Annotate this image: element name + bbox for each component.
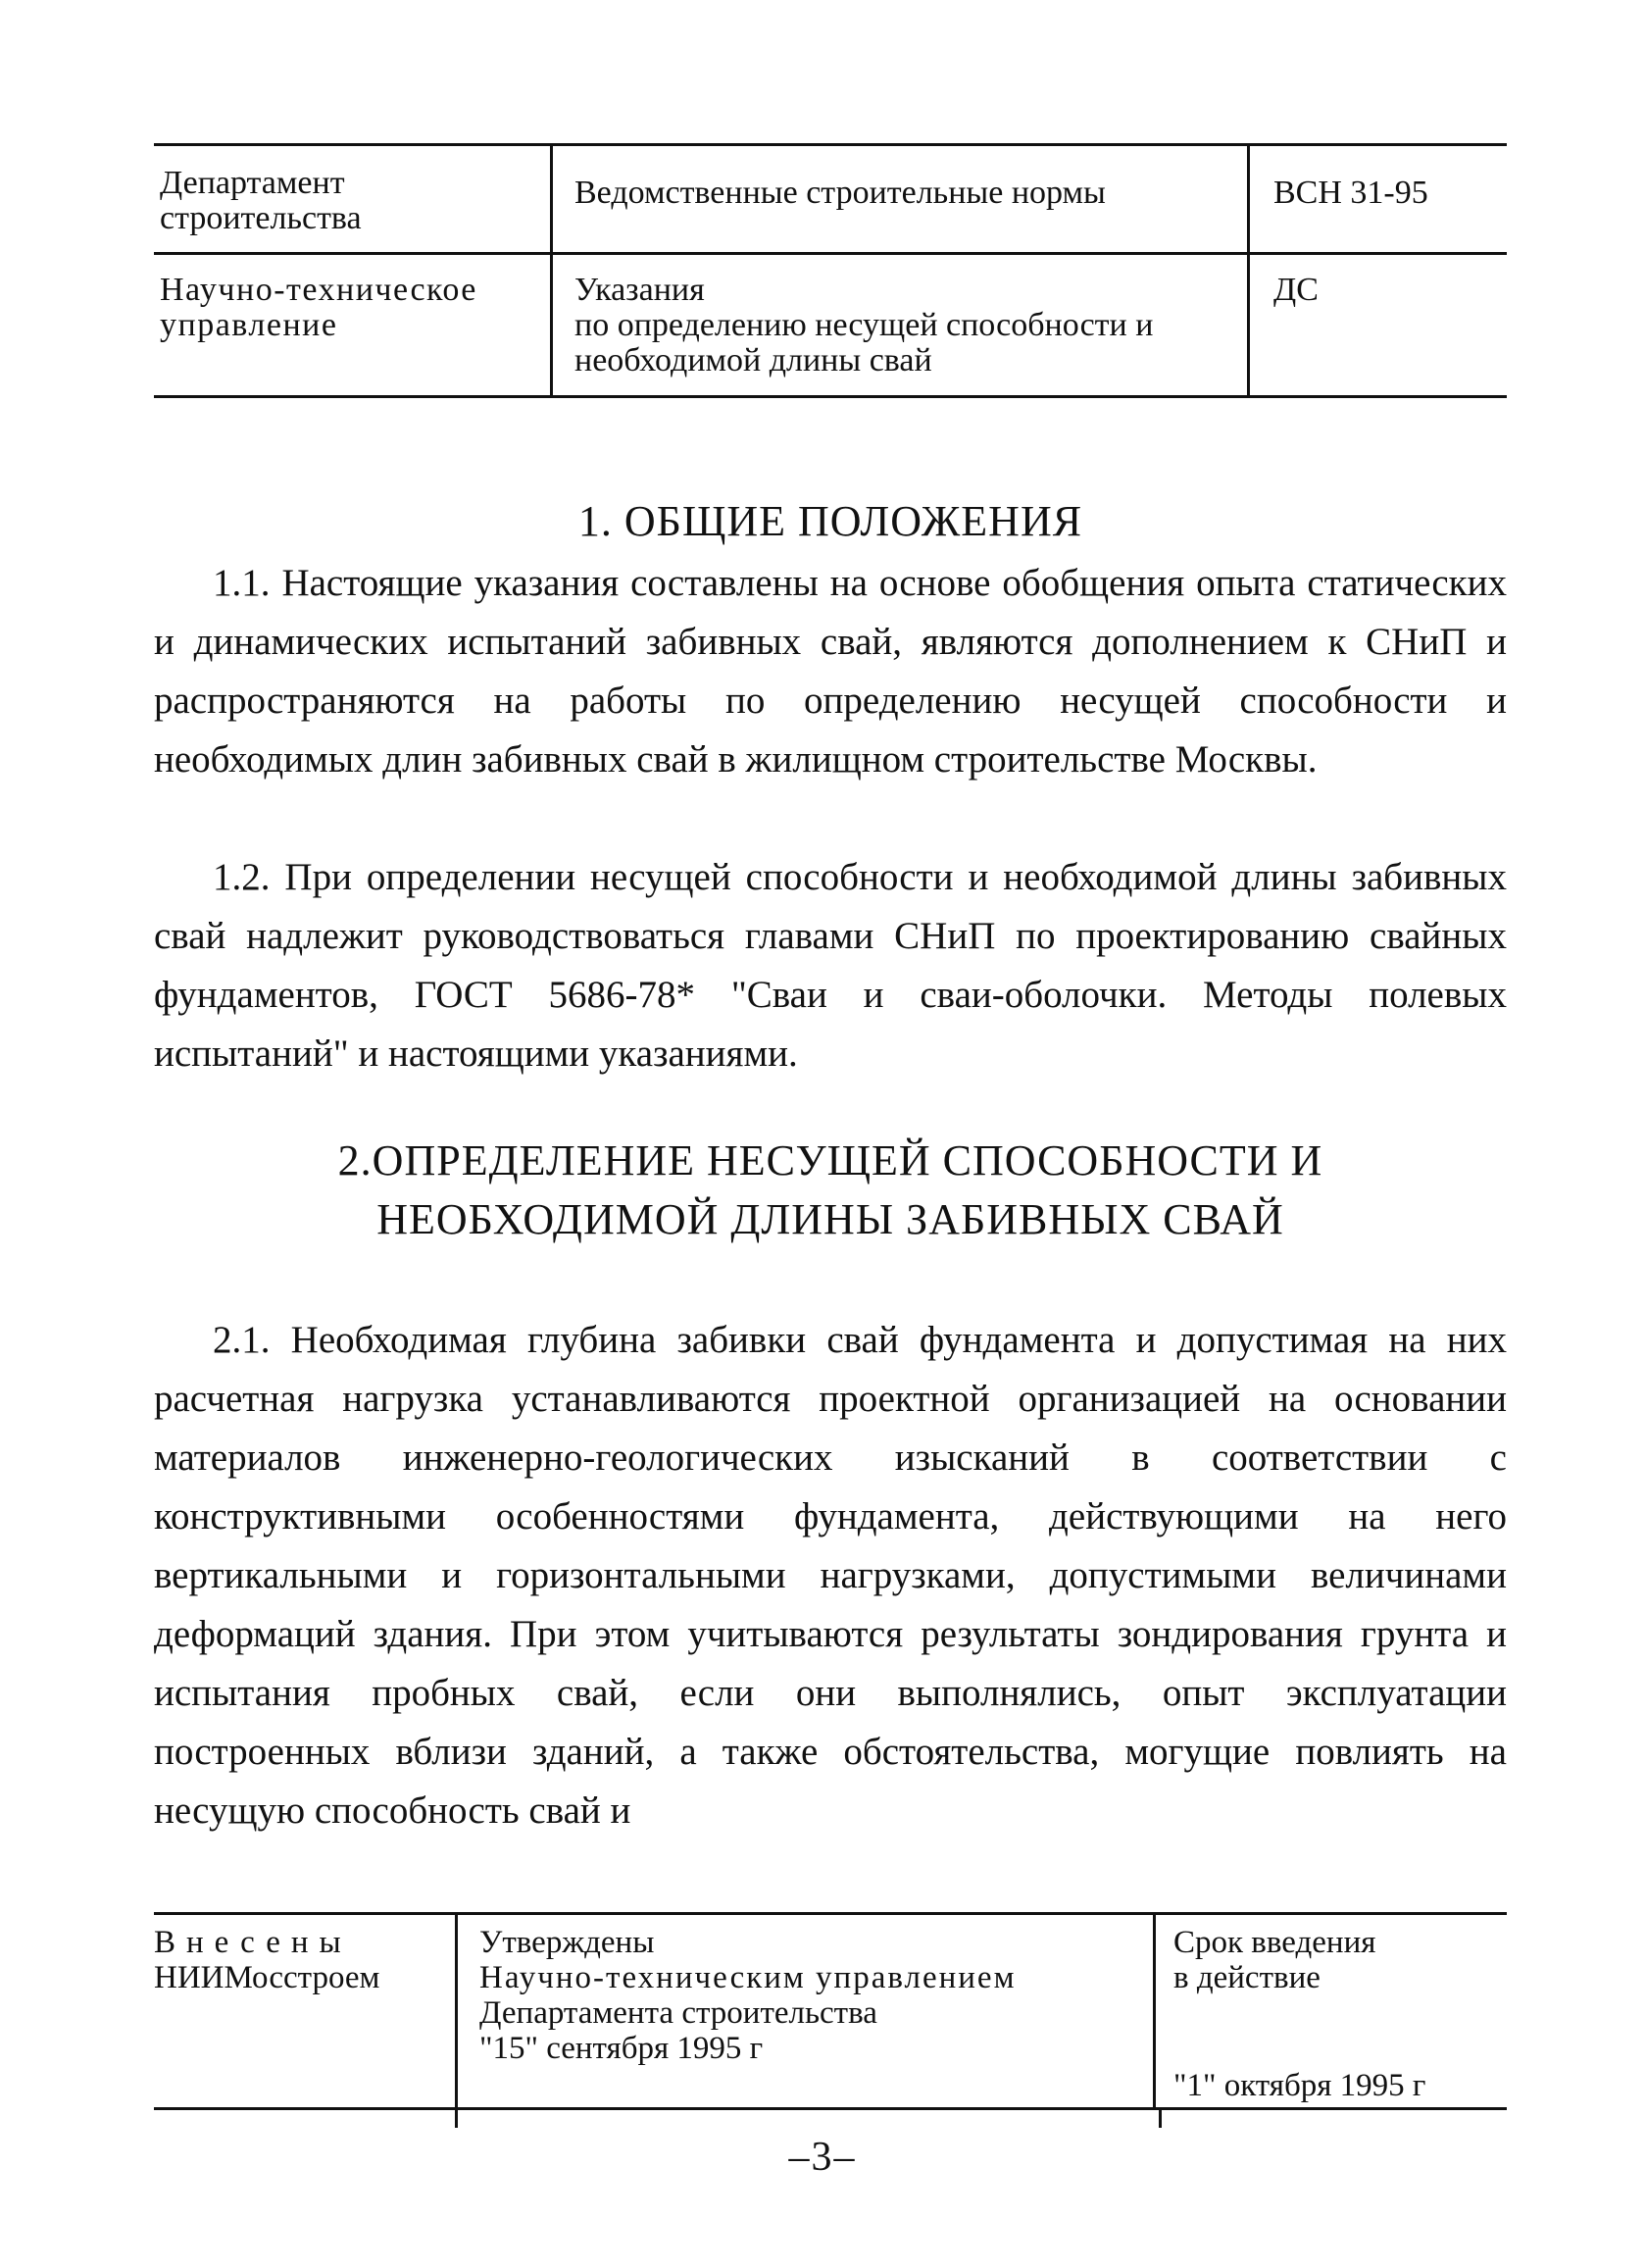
effective-date: "1" октября 1995 г: [1173, 2068, 1426, 2103]
document-abbreviation: ДС: [1273, 272, 1319, 308]
section-2-heading-line-2: НЕОБХОДИМОЙ ДЛИНЫ ЗАБИВНЫХ СВАЙ: [376, 1195, 1284, 1243]
footer-approved-by: [455, 1915, 1156, 2107]
column-divider-stub: [1159, 2110, 1162, 2128]
header-row: [154, 252, 1507, 395]
effective-label-1: Срок введения: [1173, 1925, 1376, 1960]
document-title: Указания по определению несущей способности и необходимой длины свай: [550, 255, 1250, 395]
header-table: [154, 143, 1507, 398]
introduced-organization: НИИМосстроем: [154, 1960, 380, 1995]
paragraph-1-1: 1.1. Настоящие указания составлены на основе обобщения опыта статических и динамических испытаний забивных свай, являются дополнением к СНиП и распространяются на работы по определению несущей способности и необходимых длин забивных свай в жилищном строительстве Москвы.: [154, 562, 1507, 781]
effective-label-2: в действие: [1173, 1960, 1321, 1995]
footer-introduced-by: [154, 1915, 455, 2107]
page-number: –3–: [788, 2135, 857, 2180]
footer-table: [154, 1912, 1507, 2110]
issuing-directorate: Научно-техническое управление: [160, 272, 477, 343]
document-code: ВСН 31-95: [1273, 175, 1428, 211]
approved-department: Департамента строительства: [479, 1995, 877, 2031]
approval-date: "15" сентября 1995 г: [479, 2031, 764, 2066]
issuing-department: Департамент строительства: [160, 165, 362, 236]
section-1-heading: 1. ОБЩИЕ ПОЛОЖЕНИЯ: [577, 497, 1083, 545]
paragraph-1-2: 1.2. При определении несущей способности и необходимой длины забивных свай надлежит руководствоваться главами СНиП по проектированию свайных фундаментов, ГОСТ 5686-78* "Сваи и сваи-оболочки. Методы полевых испытаний" и настоящими указаниями.: [154, 856, 1507, 1075]
document-type: Ведомственные строительные нормы: [550, 146, 1250, 252]
footer-effective-date: [1156, 1915, 1507, 2107]
approved-label: Утверждены: [479, 1925, 655, 1960]
section-2-heading-line-1: 2.ОПРЕДЕЛЕНИЕ НЕСУЩЕЙ СПОСОБНОСТИ И: [337, 1136, 1323, 1184]
introduced-label: Внесены: [154, 1925, 352, 1960]
header-row: [154, 146, 1507, 252]
column-divider-stub: [455, 2110, 458, 2128]
paragraph-2-1: 2.1. Необходимая глубина забивки свай фундамента и допустимая на них расчетная нагрузка устанавливаются проектной организацией на основании материалов инженерно-геологических изысканий в соответствии с конструктивными особенностями фундамента, действующими на него вертикальными и горизонтальными нагрузками, допустимыми величинами деформаций здания. При этом учитываются результаты зондирования грунта и испытания пробных свай, если они выполнялись, опыт эксплуатации построенных вблизи зданий, а также обстоятельства, могущие повлиять на несущую способность свай и: [154, 1319, 1507, 1832]
approved-organization: Научно-техническим управлением: [479, 1960, 1017, 1995]
